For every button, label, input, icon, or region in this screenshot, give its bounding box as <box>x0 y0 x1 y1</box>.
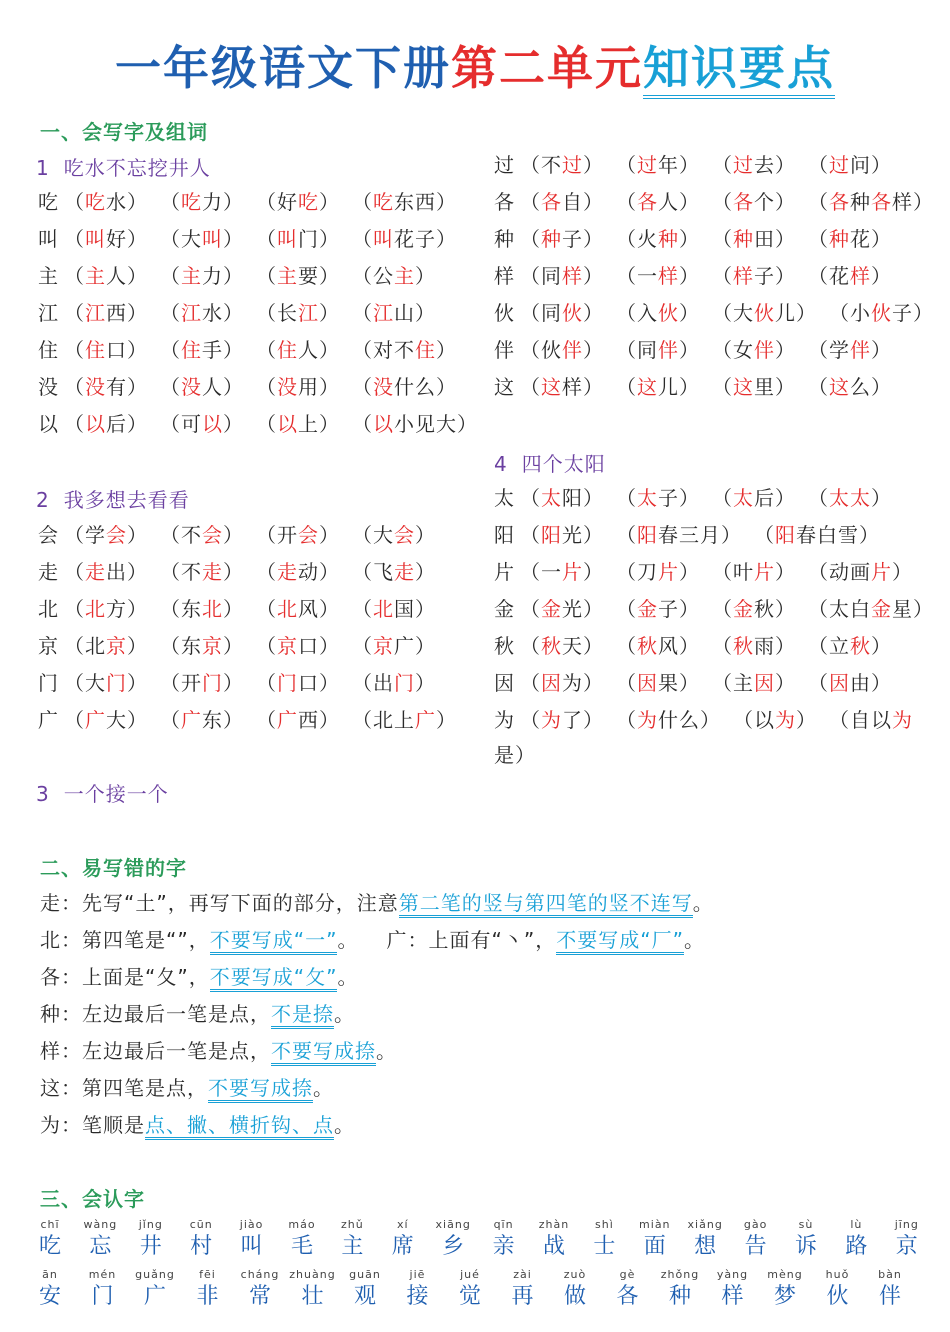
word-group: （太太） <box>808 486 892 510</box>
pinyin: zuò <box>563 1268 587 1281</box>
hanzi: 安 <box>38 1284 61 1309</box>
pinyin: jiē <box>409 1268 426 1281</box>
pinyin: gè <box>619 1268 636 1281</box>
hanzi: 毛 <box>290 1234 313 1259</box>
hanzi: 席 <box>391 1234 414 1259</box>
word-group: （对不住） <box>352 338 457 362</box>
pinyin: jiào <box>239 1218 264 1231</box>
word-group: （种田） <box>712 227 796 251</box>
word-group: （长江） <box>256 301 340 325</box>
character: 太 <box>494 486 515 510</box>
hanzi: 想 <box>694 1234 717 1259</box>
pinyin: mèng <box>767 1268 803 1281</box>
word-group: （开会） <box>256 523 340 547</box>
word-group: （叶片） <box>712 560 796 584</box>
character: 为 <box>494 708 515 732</box>
word-group: （太白金星） <box>808 597 934 621</box>
pinyin-character <box>428 1218 478 1262</box>
word-group: （广大） <box>64 708 148 732</box>
pinyin: lù <box>850 1218 863 1231</box>
word-group: （各自） <box>520 190 604 214</box>
hanzi: 面 <box>643 1234 666 1259</box>
error-line-ge: 各：上面是“夂”，不要写成“攵”。 <box>40 962 358 992</box>
word-group: （公主） <box>352 264 436 288</box>
word-group: （火种） <box>616 227 700 251</box>
character: 没 <box>38 375 59 399</box>
word-group: （叫门） <box>256 227 340 251</box>
lesson-title-4: 4 四个太阳 <box>494 452 606 476</box>
pinyin-character <box>445 1268 495 1312</box>
character: 以 <box>38 412 59 436</box>
hanzi: 壮 <box>301 1284 324 1309</box>
character: 样 <box>494 264 515 288</box>
character: 江 <box>38 301 59 325</box>
word-group: （江西） <box>64 301 148 325</box>
hanzi: 忘 <box>89 1234 112 1259</box>
right-word-row <box>494 298 946 328</box>
word-group: （没用） <box>256 375 340 399</box>
hanzi: 梦 <box>773 1284 796 1309</box>
right-word-row <box>494 224 904 254</box>
right-word-row <box>494 594 946 624</box>
error-note: 点、撇、横折钩、点 <box>145 1113 334 1140</box>
pinyin: guǎng <box>135 1268 175 1281</box>
word-group: （大伙儿） <box>712 301 817 325</box>
pinyin-character <box>78 1268 128 1312</box>
left-word-row <box>38 705 469 735</box>
word-group: （秋雨） <box>712 634 796 658</box>
word-group: （金秋） <box>712 597 796 621</box>
pinyin: yàng <box>716 1268 749 1281</box>
character: 吃 <box>38 190 59 214</box>
word-group: （住口） <box>64 338 148 362</box>
word-group: （阳春白雪） <box>754 523 880 547</box>
pinyin-character <box>25 1218 75 1262</box>
character: 因 <box>494 671 515 695</box>
pinyin-character <box>235 1268 285 1312</box>
left-word-row <box>38 372 469 402</box>
error-note: 不要写成捺 <box>271 1039 376 1066</box>
page-title <box>0 38 950 98</box>
word-group: （金子） <box>616 597 700 621</box>
word-group: （江水） <box>160 301 244 325</box>
pinyin-character <box>831 1218 881 1262</box>
word-group: （一片） <box>520 560 604 584</box>
error-line-wei: 为：笔顺是点、撇、横折钩、点。 <box>40 1110 355 1140</box>
word-group: （阳春三月） <box>616 523 742 547</box>
pinyin: sù <box>798 1218 814 1231</box>
pinyin: jué <box>460 1268 480 1281</box>
word-group: （各种各样） <box>808 190 934 214</box>
title-part-1: 一年级语文下册 <box>115 41 451 95</box>
word-group: （种子） <box>520 227 604 251</box>
character: 阳 <box>494 523 515 547</box>
pinyin-character <box>813 1268 863 1312</box>
left-word-row <box>38 668 448 698</box>
character: 伙 <box>494 301 515 325</box>
word-group: （花样） <box>808 264 892 288</box>
pinyin-character <box>865 1268 915 1312</box>
word-group: （主要） <box>256 264 340 288</box>
word-group: （因为） <box>520 671 604 695</box>
character: 北 <box>38 597 59 621</box>
error-note: 不要写成“厂” <box>556 928 684 955</box>
pinyin-character <box>655 1268 705 1312</box>
right-word-row <box>494 705 925 735</box>
pinyin: zhuàng <box>289 1268 336 1281</box>
pinyin-character <box>579 1218 629 1262</box>
word-group: （刀片） <box>616 560 700 584</box>
pinyin: xiāng <box>435 1218 471 1231</box>
pinyin-character <box>327 1218 377 1262</box>
word-group: （北方） <box>64 597 148 621</box>
word-group: （住手） <box>160 338 244 362</box>
word-group: （为什么） <box>616 708 721 732</box>
pinyin-character <box>25 1268 75 1312</box>
pinyin-character <box>288 1268 338 1312</box>
character: 伴 <box>494 338 515 362</box>
word-group: （江山） <box>352 301 436 325</box>
hanzi: 门 <box>91 1284 114 1309</box>
word-group: （北上广） <box>352 708 457 732</box>
hanzi: 接 <box>406 1284 429 1309</box>
left-word-row <box>38 631 448 661</box>
error-line-zhe: 这：第四笔是点，不要写成捺。 <box>40 1073 334 1103</box>
word-group: （不会） <box>160 523 244 547</box>
word-group: （过问） <box>808 153 892 177</box>
pinyin: ān <box>42 1268 58 1281</box>
word-group: （出门） <box>352 671 436 695</box>
character: 门 <box>38 671 59 695</box>
pinyin: bàn <box>878 1268 902 1281</box>
word-group: （门口） <box>256 671 340 695</box>
pinyin: jǐng <box>138 1218 163 1231</box>
pinyin: qīn <box>493 1218 514 1231</box>
pinyin-character <box>378 1218 428 1262</box>
error-note: 不要写成“攵” <box>210 965 338 992</box>
word-group: （种花） <box>808 227 892 251</box>
pinyin-character <box>479 1218 529 1262</box>
word-group: （主人） <box>64 264 148 288</box>
word-group: （没有） <box>64 375 148 399</box>
word-group: （各人） <box>616 190 700 214</box>
pinyin-character <box>603 1268 653 1312</box>
character: 金 <box>494 597 515 621</box>
word-group: （因由） <box>808 671 892 695</box>
word-group: （过年） <box>616 153 700 177</box>
character: 种 <box>494 227 515 251</box>
title-part-2: 第二单元 <box>451 41 643 95</box>
hanzi: 吃 <box>38 1234 61 1259</box>
word-group: （北国） <box>352 597 436 621</box>
word-group: （叫花子） <box>352 227 457 251</box>
lesson-title-3: 3 一个接一个 <box>36 782 169 806</box>
character: 走 <box>38 560 59 584</box>
pinyin: mén <box>88 1268 117 1281</box>
hanzi: 样 <box>721 1284 744 1309</box>
left-word-row <box>38 557 448 587</box>
hanzi: 伙 <box>826 1284 849 1309</box>
right-word-row <box>494 372 904 402</box>
pinyin: miàn <box>639 1218 671 1231</box>
pinyin-character <box>75 1218 125 1262</box>
pinyin: wàng <box>83 1218 118 1231</box>
hanzi: 觉 <box>458 1284 481 1309</box>
word-group: （为了） <box>520 708 604 732</box>
word-group: （女伴） <box>712 338 796 362</box>
pinyin-character <box>731 1218 781 1262</box>
left-word-row <box>38 409 490 439</box>
pinyin: huǒ <box>825 1268 850 1281</box>
pinyin: jīng <box>894 1218 919 1231</box>
pinyin-character <box>277 1218 327 1262</box>
character: 秋 <box>494 634 515 658</box>
hanzi: 主 <box>341 1234 364 1259</box>
hanzi: 战 <box>542 1234 565 1259</box>
word-group: （因果） <box>616 671 700 695</box>
word-group: （伙伴） <box>520 338 604 362</box>
word-group: （以后） <box>64 412 148 436</box>
word-group: （主力） <box>160 264 244 288</box>
hanzi: 士 <box>593 1234 616 1259</box>
word-group: （样子） <box>712 264 796 288</box>
word-group: （以为） <box>733 708 817 732</box>
hanzi: 伴 <box>878 1284 901 1309</box>
pinyin: xí <box>397 1218 409 1231</box>
word-group: （秋天） <box>520 634 604 658</box>
word-group: （一样） <box>616 264 700 288</box>
pinyin-character <box>176 1218 226 1262</box>
error-note: 第二笔的竖与第四笔的竖不连写 <box>399 891 693 918</box>
hanzi: 告 <box>744 1234 767 1259</box>
pinyin-character <box>550 1268 600 1312</box>
right-word-row <box>494 335 904 365</box>
right-word-row <box>494 187 946 217</box>
pinyin-character <box>183 1268 233 1312</box>
right-word-row <box>494 150 904 180</box>
pinyin-character <box>227 1218 277 1262</box>
word-group: （立秋） <box>808 634 892 658</box>
word-group: （这么） <box>808 375 892 399</box>
character: 片 <box>494 560 515 584</box>
character: 叫 <box>38 227 59 251</box>
right-word-row <box>494 261 904 291</box>
pinyin-character <box>630 1218 680 1262</box>
left-word-row <box>38 520 448 550</box>
pinyin: zhǒng <box>660 1268 700 1281</box>
word-group: （以小见大） <box>352 412 478 436</box>
word-group: （大叫） <box>160 227 244 251</box>
word-group: （北京） <box>64 634 148 658</box>
word-group: （学伴） <box>808 338 892 362</box>
section-heading-errors: 二、易写错的字 <box>40 856 187 880</box>
word-group: （开门） <box>160 671 244 695</box>
pinyin-character <box>529 1218 579 1262</box>
lesson-title-1: 1 吃水不忘挖井人 <box>36 156 211 180</box>
character: 京 <box>38 634 59 658</box>
word-group: （同伙） <box>520 301 604 325</box>
pinyin: fēi <box>199 1268 216 1281</box>
character: 这 <box>494 375 515 399</box>
hanzi: 叫 <box>240 1234 263 1259</box>
left-word-row <box>38 224 469 254</box>
left-word-row <box>38 187 469 217</box>
hanzi: 常 <box>248 1284 271 1309</box>
word-group: （飞走） <box>352 560 436 584</box>
word-group: （好吃） <box>256 190 340 214</box>
pinyin-character <box>393 1268 443 1312</box>
section-heading-recognize: 三、会认字 <box>40 1187 145 1211</box>
hanzi: 京 <box>895 1234 918 1259</box>
character: 各 <box>494 190 515 214</box>
pinyin: cūn <box>189 1218 213 1231</box>
error-note: 不要写成捺 <box>208 1076 313 1103</box>
word-group: （走动） <box>256 560 340 584</box>
right-word-row <box>494 557 925 587</box>
right-word-row <box>494 483 904 513</box>
pinyin-character <box>708 1268 758 1312</box>
word-group: （叫好） <box>64 227 148 251</box>
pinyin: máo <box>288 1218 316 1231</box>
word-group: （太子） <box>616 486 700 510</box>
word-group: （大门） <box>64 671 148 695</box>
error-note: 不是捺 <box>271 1002 334 1029</box>
word-group: （东北） <box>160 597 244 621</box>
word-group: （太阳） <box>520 486 604 510</box>
pinyin: xiǎng <box>687 1218 723 1231</box>
word-group: （学会） <box>64 523 148 547</box>
word-group: （主因） <box>712 671 796 695</box>
hanzi: 观 <box>353 1284 376 1309</box>
word-group: （各个） <box>712 190 796 214</box>
pinyin: shì <box>595 1218 614 1231</box>
word-group: （金光） <box>520 597 604 621</box>
pinyin-character <box>760 1268 810 1312</box>
pinyin-row-1 <box>30 1218 920 1266</box>
hanzi: 做 <box>563 1284 586 1309</box>
pinyin-character <box>498 1268 548 1312</box>
word-group: （可以） <box>160 412 244 436</box>
character: 过 <box>494 153 515 177</box>
hanzi: 乡 <box>442 1234 465 1259</box>
word-group: （没人） <box>160 375 244 399</box>
word-group: （广西） <box>256 708 340 732</box>
pinyin-character <box>340 1268 390 1312</box>
character: 主 <box>38 264 59 288</box>
word-group: （大会） <box>352 523 436 547</box>
word-group: （阳光） <box>520 523 604 547</box>
character: 住 <box>38 338 59 362</box>
lesson-title-2: 2 我多想去看看 <box>36 488 190 512</box>
word-group: （东京） <box>160 634 244 658</box>
error-line-zou: 走：先写“土”，再写下面的部分，注意第二笔的竖与第四笔的竖不连写。 <box>40 888 714 918</box>
pinyin-character <box>882 1218 932 1262</box>
pinyin: zhàn <box>538 1218 570 1231</box>
word-group: （入伙） <box>616 301 700 325</box>
word-group: （不过） <box>520 153 604 177</box>
pinyin: guān <box>349 1268 381 1281</box>
word-group: （同样） <box>520 264 604 288</box>
left-word-row <box>38 594 448 624</box>
word-group: （自以为 <box>829 708 913 732</box>
word-row-wrap: 是） <box>494 743 536 767</box>
hanzi: 村 <box>190 1234 213 1259</box>
pinyin-character <box>126 1218 176 1262</box>
right-word-row <box>494 668 904 698</box>
word-group: （走出） <box>64 560 148 584</box>
character: 会 <box>38 523 59 547</box>
word-group: （这儿） <box>616 375 700 399</box>
pinyin-character <box>130 1268 180 1312</box>
word-group: （住人） <box>256 338 340 362</box>
hanzi: 亲 <box>492 1234 515 1259</box>
right-word-row <box>494 520 892 550</box>
left-word-row <box>38 335 469 365</box>
error-line-yang: 样：左边最后一笔是点，不要写成捺。 <box>40 1036 397 1066</box>
word-group: （太后） <box>712 486 796 510</box>
section-heading-write: 一、会写字及组词 <box>40 120 208 144</box>
hanzi: 井 <box>139 1234 162 1259</box>
word-group: （京广） <box>352 634 436 658</box>
left-word-row <box>38 261 448 291</box>
hanzi: 非 <box>196 1284 219 1309</box>
pinyin: zhǔ <box>341 1218 364 1231</box>
title-part-3: 知识要点 <box>643 41 835 99</box>
word-group: （动画片） <box>808 560 913 584</box>
word-group: （这里） <box>712 375 796 399</box>
character: 广 <box>38 708 59 732</box>
word-group: （这样） <box>520 375 604 399</box>
hanzi: 广 <box>143 1284 166 1309</box>
word-group: （吃东西） <box>352 190 457 214</box>
error-note: 不要写成“一” <box>210 928 338 955</box>
word-group: （吃水） <box>64 190 148 214</box>
word-group: （广东） <box>160 708 244 732</box>
pinyin-character <box>781 1218 831 1262</box>
word-group: （过去） <box>712 153 796 177</box>
word-group: （秋风） <box>616 634 700 658</box>
error-line-bei-guang: 北：第四笔是“”，不要写成“一”。 广：上面有“丶”，不要写成“厂”。 <box>40 925 705 955</box>
word-group: （没什么） <box>352 375 457 399</box>
hanzi: 种 <box>668 1284 691 1309</box>
word-group: （京口） <box>256 634 340 658</box>
left-word-row <box>38 298 448 328</box>
word-group: （小伙子） <box>829 301 934 325</box>
word-group: （以上） <box>256 412 340 436</box>
error-line-zhong: 种：左边最后一笔是点，不是捺。 <box>40 999 355 1029</box>
hanzi: 再 <box>511 1284 534 1309</box>
word-group: （吃力） <box>160 190 244 214</box>
right-word-row <box>494 631 904 661</box>
hanzi: 路 <box>845 1234 868 1259</box>
hanzi: 诉 <box>794 1234 817 1259</box>
pinyin-character <box>680 1218 730 1262</box>
pinyin-row-2 <box>30 1268 920 1316</box>
word-group: （不走） <box>160 560 244 584</box>
pinyin: chī <box>40 1218 60 1231</box>
word-group: （同伴） <box>616 338 700 362</box>
pinyin: zài <box>513 1268 532 1281</box>
pinyin: cháng <box>240 1268 280 1281</box>
hanzi: 各 <box>616 1284 639 1309</box>
word-group: （北风） <box>256 597 340 621</box>
pinyin: gào <box>743 1218 768 1231</box>
